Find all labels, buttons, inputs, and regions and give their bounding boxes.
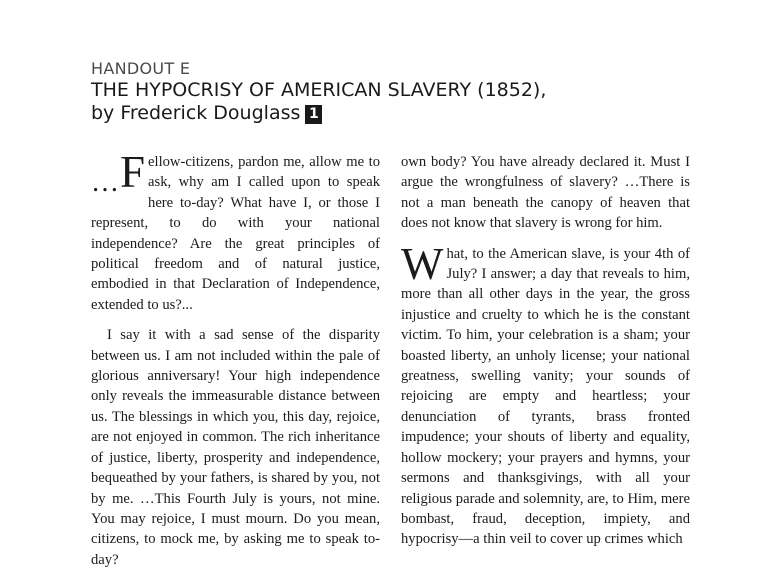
left-paragraph-1-text: ellow-citizens, pardon me, allow me to ask, why am I called upon to speak here to-day? What have I, or those I represent, to do with your national independence? Are the great principles of political freedom and of natural justice, embodied in that Declaration of Independence, extended to us?... <box>91 154 380 313</box>
left-paragraph-1 <box>91 147 380 315</box>
title-line-1: THE HYPOCRISY OF AMERICAN SLAVERY (1852), <box>91 79 547 101</box>
left-column <box>91 147 380 570</box>
handout-label: HANDOUT E <box>91 59 191 78</box>
page-title <box>91 79 546 125</box>
dropcap-w: W <box>401 238 444 289</box>
left-paragraph-2: I say it with a sad sense of the disparity between us. I am not included within the pale of glorious anniversary! Your high independence only reveals the immeasurable distance between us. The blessings in which you, this day, rejoice, are not enjoyed in common. The rich inheritance of justice, liberty, prosperity and independence, bequeathed by your fathers, is shared by you, not by me. …This Fourth July is yours, not mine. You may rejoice, I must mourn. Do you mean, citizens, to mock me, by asking me to speak to-day? <box>91 327 380 568</box>
right-column <box>401 152 690 550</box>
ellipsis-lead: … <box>91 167 120 198</box>
title-line-2 <box>91 102 546 125</box>
dropcap-f <box>91 147 146 198</box>
right-paragraph-2 <box>401 238 690 550</box>
title-author: by Frederick Douglass <box>91 102 301 124</box>
dropcap-letter: F <box>120 147 146 197</box>
right-paragraph-1: own body? You have already declared it. Must I argue the wrongfulness of slavery? …There is not a man beneath the canopy of heaven that does not know that slavery is wrong for him. <box>401 154 690 232</box>
right-paragraph-2-text: hat, to the American slave, is your 4th of July? I answer; a day that reveals to him, more than all other days in the year, the gross injustice and cruelty to which he is the constant victim. To him, your celebration is a sham; your boasted liberty, an unholy license; your national greatness, swelling vanity; your sounds of rejoicing are empty and heartless; your denunciation of tyrants, brass fronted impudence; your shouts of liberty and equality, hollow mockery; your prayers and hymns, your sermons and thanksgivings, with all your religious parade and solemnity, are, to Him, mere bombast, fraud, deception, impiety, and hypocrisy—a thin veil to cover up crimes which <box>401 245 690 548</box>
footnote-badge: 1 <box>305 105 322 124</box>
